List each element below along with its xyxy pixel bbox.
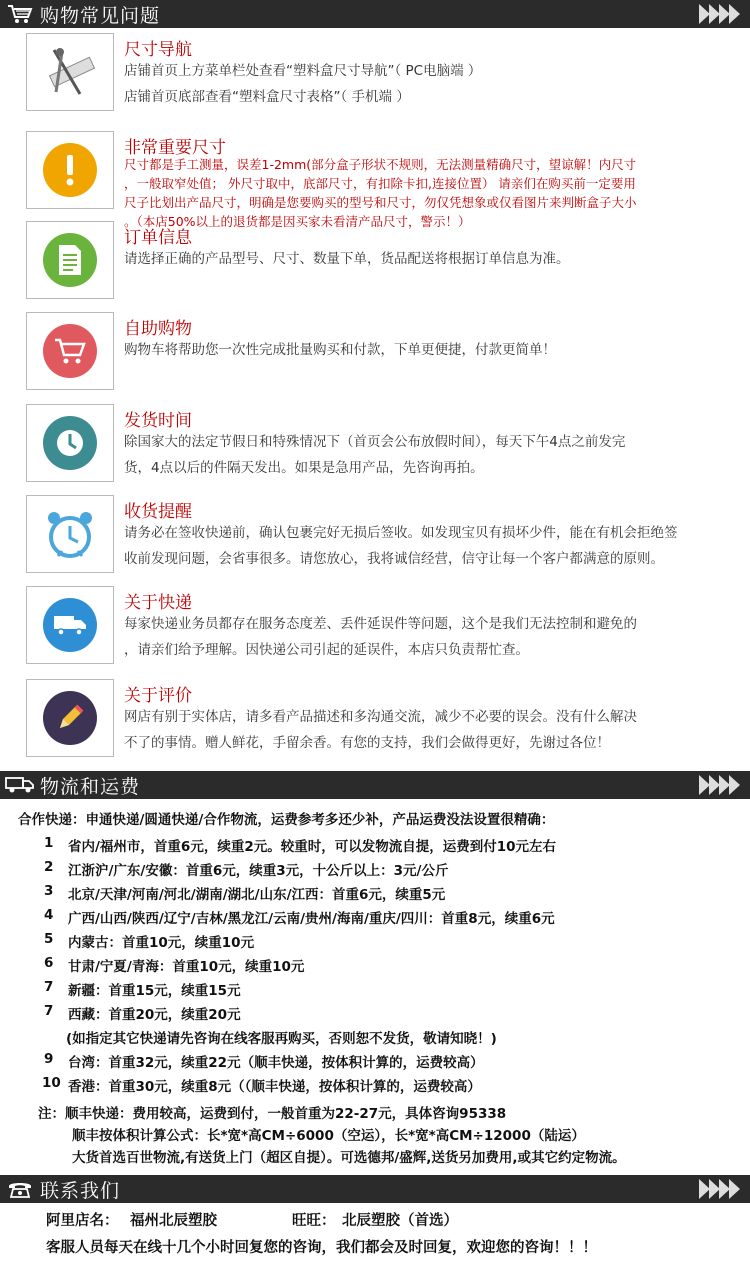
faq-title: 收货提醒: [124, 502, 192, 522]
faq-body: [124, 58, 736, 110]
faq-body: [124, 337, 736, 363]
section-header-logistics: [0, 771, 750, 799]
rate-row-text: 江浙沪/广东/安徽：首重6元，续重3元，十公斤以上：3元/公斤: [68, 863, 449, 879]
faq-body: [124, 520, 736, 572]
pencil-icon: [26, 679, 114, 757]
rate-row-text: 台湾：首重32元，续重22元（顺丰快递，按体积计算的，运费较高）: [68, 1055, 484, 1071]
wangwang-name: 北辰塑胶（首选）: [342, 1213, 458, 1229]
rate-row-text: 北京/天津/河南/河北/湖南/湖北/山东/江西：首重6元，续重5元: [68, 887, 446, 903]
section-title: 联系我们: [40, 1179, 121, 1202]
logistics-note: 注：顺丰快递：费用较高，运费到付，一般首重为22-27元，具体咨询95338: [38, 1106, 507, 1122]
faq-body-line: 购物车将帮助您一次性完成批量购买和付款，下单更便捷，付款更简单！: [124, 342, 556, 358]
truck-icon: [0, 771, 40, 799]
rate-row-text: (如指定其它快递请先咨询在线客服再购买，否则恕不发货，敬请知晓！): [66, 1031, 497, 1047]
clock-icon: [26, 404, 114, 482]
faq-title: 发货时间: [124, 411, 192, 431]
faq-title: 订单信息: [124, 228, 192, 248]
faq-body: [124, 611, 736, 663]
logistics-note: 大货首选百世物流,有送货上门（超区自提）。可选德邦/盛辉,送货另加费用,或其它约定物流。: [72, 1150, 626, 1166]
logistics-note: 顺丰按体积计算公式：长*宽*高CM÷6000（空运），长*宽*高CM÷12000（陆运）: [72, 1128, 585, 1144]
rate-row-number: 10: [42, 1075, 61, 1091]
rate-row-text: 香港：首重30元，续重8元（（顺丰快递，按体积计算的，运费较高）: [68, 1079, 481, 1095]
shopping-cart-icon: [26, 312, 114, 390]
faq-body-line: 尺寸都是手工测量，误差1-2mm(部分盒子形状不规则，无法测量精确尺寸，望谅解！内尺寸: [124, 157, 637, 172]
faq-body-line: 网店有别于实体店，请多看产品描述和多沟通交流，减少不必要的误会。没有什么解决: [124, 709, 637, 725]
rate-row-text: 新疆：首重15元，续重15元: [68, 983, 241, 999]
rate-row-text: 内蒙古：首重10元，续重10元: [68, 935, 255, 951]
section-header-contact: [0, 1175, 750, 1203]
faq-body: [124, 155, 736, 231]
alarm-clock-icon: [26, 495, 114, 573]
shop-name-label: 阿里店名：: [46, 1213, 119, 1229]
rate-row-number: 1: [44, 835, 54, 851]
faq-body: [124, 246, 736, 272]
faq-body-line: 不了的事情。赠人鲜花，手留余香。有您的支持，我们会做得更好，先谢过各位！: [124, 735, 610, 751]
logistics-intro: 合作快递：申通快递/圆通快递/合作物流，运费参考多还少补，产品运费没法设置很精确：: [18, 812, 555, 828]
faq-body-line: 每家快递业务员都存在服务态度差、丢件延误件等问题，这个是我们无法控制和避免的: [124, 616, 637, 632]
rate-row-number: 7: [44, 1003, 54, 1019]
faq-body-line: 请务必在签收快递前，确认包裹完好无损后签收。如发现宝贝有损坏少件，能在有机会拒绝签: [124, 525, 678, 541]
rate-row-text: 省内/福州市，首重6元，续重2元。较重时，可以发物流自提，运费到付10元左右: [68, 839, 557, 855]
faq-body-line: 收前发现问题，会省事很多。请您放心，我将诚信经营，信守让每一个客户都满意的原则。: [124, 551, 664, 567]
chevrons-icon: [700, 4, 740, 24]
rate-row-text: 西藏：首重20元，续重20元: [68, 1007, 241, 1023]
telephone-icon: [0, 1175, 40, 1203]
wangwang-label: 旺旺：: [292, 1213, 336, 1229]
shopping-cart-icon: [0, 0, 40, 28]
rate-row-number: 6: [44, 955, 54, 971]
faq-body-line: ，一般取窄处值； 外尺寸取中，底部尺寸，有扣除卡扣,连接位置） 请亲们在购买前一定要用: [124, 176, 636, 191]
faq-body-line: 尺子比划出产品尺寸，明确是您要购买的型号和尺寸，勿仅凭想象或仅看图片来判断盒子大小: [124, 195, 637, 210]
faq-title: 关于评价: [124, 686, 192, 706]
faq-body: [124, 429, 736, 481]
rate-row-number: 5: [44, 931, 54, 947]
rate-row-number: 3: [44, 883, 54, 899]
ruler-tools-icon: [26, 33, 114, 111]
rate-row-number: 2: [44, 859, 54, 875]
faq-body-line: 店铺首页底部查看“塑料盒尺寸表格”（ 手机端 ）: [124, 89, 410, 105]
faq-body: [124, 704, 736, 756]
rate-row-number: 9: [44, 1051, 54, 1067]
faq-body-line: 店铺首页上方菜单栏处查看“塑料盒尺寸导航”（ PC电脑端 ）: [124, 63, 482, 79]
faq-body-line: 货，4点以后的件隔天发出。如果是急用产品，先咨询再拍。: [124, 460, 484, 476]
faq-title: 自助购物: [124, 319, 192, 339]
faq-title: 非常重要尺寸: [124, 138, 226, 158]
faq-body-line: 请选择正确的产品型号、尺寸、数量下单，货品配送将根据订单信息为准。: [124, 251, 570, 267]
rate-row-text: 广西/山西/陕西/辽宁/吉林/黑龙江/云南/贵州/海南/重庆/四川：首重8元，续重6元: [68, 911, 555, 927]
faq-title: 关于快递: [124, 593, 192, 613]
service-note: 客服人员每天在线十几个小时回复您的咨询，我们都会及时回复，欢迎您的咨询！！！: [46, 1240, 597, 1256]
rate-row-number: 7: [44, 979, 54, 995]
document-icon: [26, 221, 114, 299]
faq-title: 尺寸导航: [124, 40, 192, 60]
section-title: 物流和运费: [40, 775, 141, 798]
section-title: 购物常见问题: [40, 4, 161, 27]
exclamation-icon: [26, 131, 114, 209]
section-header-faq: [0, 0, 750, 28]
shop-name: 福州北辰塑胶: [130, 1213, 217, 1229]
faq-body-line: 除国家大的法定节假日和特殊情况下（首页会公布放假时间），每天下午4点之前发完: [124, 434, 626, 450]
chevrons-icon: [700, 775, 740, 795]
faq-body-line: ，请亲们给予理解。因快递公司引起的延误件，本店只负责帮忙查。: [124, 642, 529, 658]
rate-row-number: 4: [44, 907, 54, 923]
chevrons-icon: [700, 1179, 740, 1199]
delivery-truck-icon: [26, 586, 114, 664]
rate-row-text: 甘肃/宁夏/青海：首重10元，续重10元: [68, 959, 305, 975]
faq-body-line: 。（本店50%以上的退货都是因买家未看清产品尺寸，警示！）: [124, 214, 471, 229]
